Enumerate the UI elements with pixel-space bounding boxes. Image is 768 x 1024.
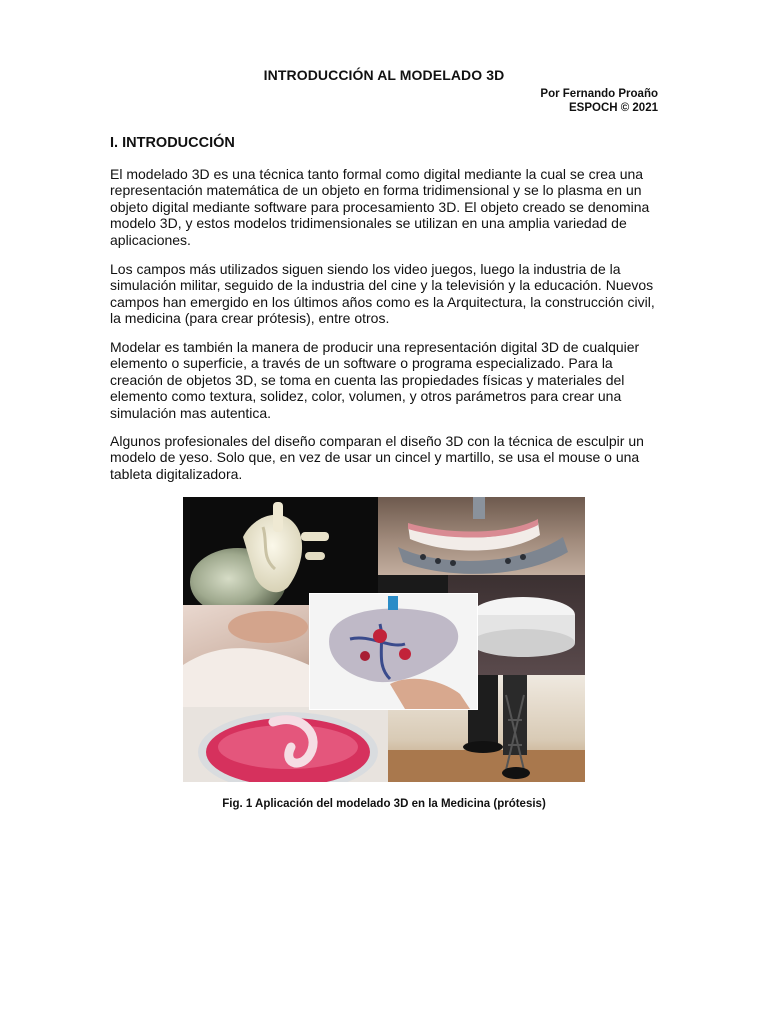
paragraph: Modelar es también la manera de producir una representación digital 3D de cualquier elemento o superficie, a través de un software o programa especializado. Para la creación de objetos 3D, se toma en cuenta las propiedades físicas y materiales del elemento como textura, solidez, color, volumen, y otros parámetros para crear una simulación mas autentica. [110,339,640,421]
author: Por Fernando Proaño [540,88,658,100]
heart-model-image [183,497,378,605]
document-title: INTRODUCCIÓN AL MODELADO 3D [263,67,505,83]
byline [540,87,658,115]
figure-collage [183,497,585,782]
section-heading: I. INTRODUCCIÓN [110,135,235,151]
paragraph: Algunos profesionales del diseño comparan el diseño 3D con la técnica de esculpir un modelo de yeso. Solo que, en vez de usar un cincel y martillo, se usa el mouse o una tableta digitalizadora. [110,433,644,482]
institution: ESPOCH © 2021 [568,102,658,114]
dental-prosthesis-image [378,497,585,575]
figure-caption: Fig. 1 Aplicación del modelado 3D en la Medicina (prótesis) [222,798,546,810]
liver-model-image [309,593,478,710]
bioprinted-ear-image [183,707,388,782]
flexible-skin-image [183,605,309,707]
paragraph: El modelado 3D es una técnica tanto formal como digital mediante la cual se crea una representación matemática de un objeto en forma tridimensional y se lo plasma en un objeto digital mediante software para procesamiento 3D. El objeto creado se denomina modelo 3D, y estos modelos tridimensionales se utilizan en una amplia variedad de aplicaciones. [110,166,650,248]
paragraph: Los campos más utilizados siguen siendo los video juegos, luego la industria de la simulación militar, seguido de la industria del cine y la televisión y la educación. Nuevos campos han emergido en los últimos años como es la Arquitectura, la construcción civil, la medicina (para crear prótesis), entre otros. [110,261,655,327]
